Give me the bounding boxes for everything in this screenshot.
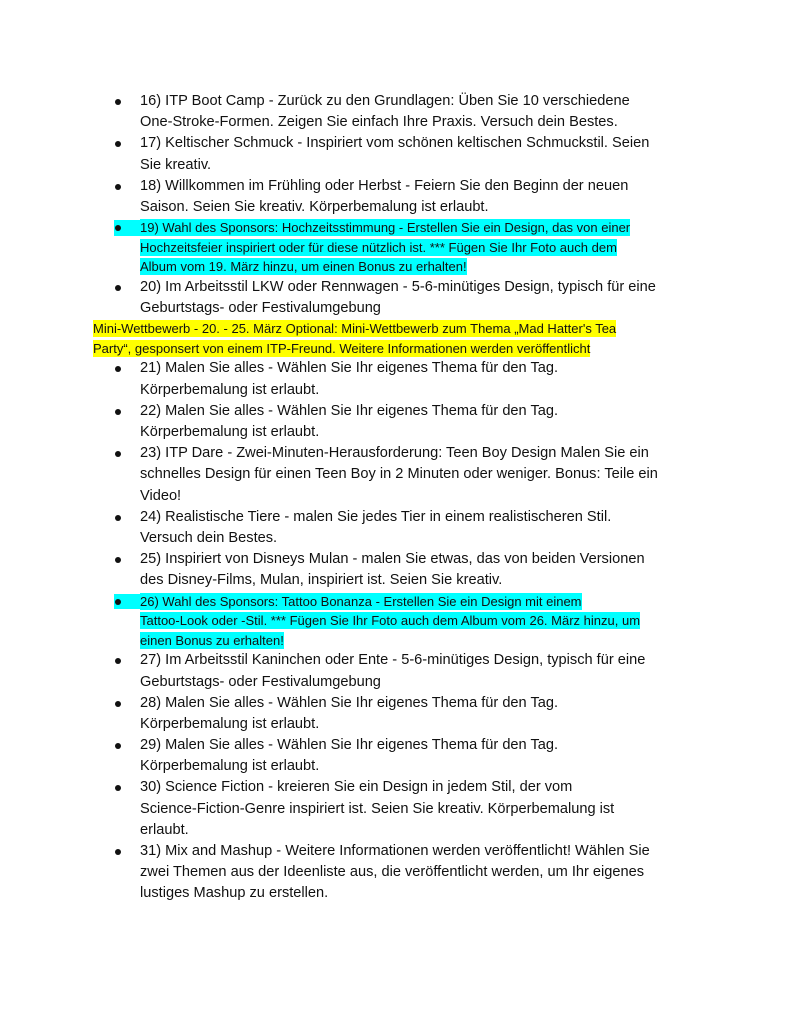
highlighted-text: 26) Wahl des Sponsors: Tattoo Bonanza - Erstellen Sie ein Design mit einem (140, 593, 582, 609)
bullet-icon (114, 507, 140, 528)
list-item (0, 841, 791, 905)
bullet-icon (114, 693, 140, 714)
bullet-icon (114, 443, 140, 464)
list-item-line: Körperbemalung ist erlaubt. (140, 715, 320, 732)
bullet-icon (114, 735, 140, 756)
bullet-icon (114, 176, 140, 197)
list-item-line (0, 611, 791, 631)
bullet-icon (114, 841, 140, 862)
bullet-icon (114, 650, 140, 671)
list-item-line: zwei Themen aus der Ideenliste aus, die veröffentlicht werden, um Ihr eigenes (140, 864, 645, 881)
list-item-line: Saison. Seien Sie kreativ. Körperbemalung ist erlaubt. (140, 198, 489, 215)
highlighted-text: 19) Wahl des Sponsors: Hochzeitsstimmung - Erstellen Sie ein Design, das von einer (140, 220, 631, 236)
highlighted-text: Hochzeitsfeier inspiriert oder für diese nützlich ist. *** Fügen Sie Ihr Foto auch dem (140, 239, 617, 255)
bullet-list-a (0, 91, 791, 319)
bullet-icon (114, 549, 140, 570)
mini-contest-paragraph (0, 319, 791, 358)
list-item-line (0, 257, 791, 277)
list-item (0, 507, 791, 549)
list-item-line: 30) Science Fiction - kreieren Sie ein Design in jedem Stil, der vom (140, 779, 573, 796)
list-item-line: 28) Malen Sie alles - Wählen Sie Ihr eigenes Thema für den Tag. (140, 694, 559, 711)
bullet-icon (114, 218, 140, 238)
list-item-line: Geburtstags- oder Festivalumgebung (140, 300, 381, 317)
list-item-line: 16) ITP Boot Camp - Zurück zu den Grundlagen: Üben Sie 10 verschiedene (140, 93, 630, 109)
list-item (0, 443, 791, 507)
list-item-line: Science-Fiction-Genre inspiriert ist. Seien Sie kreativ. Körperbemalung ist (140, 800, 615, 817)
bullet-icon (114, 592, 140, 612)
bullet-icon (114, 401, 140, 422)
list-item-line: Körperbemalung ist erlaubt. (140, 758, 320, 775)
list-item-line: 22) Malen Sie alles - Wählen Sie Ihr eigenes Thema für den Tag. (140, 402, 559, 419)
bullet-icon (114, 91, 140, 112)
list-item-highlighted (0, 218, 791, 277)
bullet-icon (114, 277, 140, 298)
list-item-line (0, 238, 791, 258)
list-item (0, 650, 791, 692)
document-content (0, 91, 791, 905)
list-item-line: 20) Im Arbeitsstil LKW oder Rennwagen - 5-6-minütiges Design, typisch für eine (140, 278, 656, 295)
list-item-line: lustiges Mashup zu erstellen. (140, 885, 329, 902)
highlighted-text: Party“, gesponsert von einem ITP-Freund. Weitere Informationen werden veröffentlicht (93, 340, 591, 356)
highlighted-text: Album vom 19. März hinzu, um einen Bonus zu erhalten! (140, 259, 467, 275)
list-item (0, 693, 791, 735)
list-item (0, 358, 791, 400)
list-item (0, 176, 791, 218)
list-item-line: 23) ITP Dare - Zwei-Minuten-Herausforderung: Teen Boy Design Malen Sie ein (140, 445, 649, 462)
list-item-line: 21) Malen Sie alles - Wählen Sie Ihr eigenes Thema für den Tag. (140, 360, 559, 377)
list-item-line: erlaubt. (140, 821, 189, 838)
bullet-icon (114, 777, 140, 798)
highlighted-text: Mini-Wettbewerb - 20. - 25. März Optional: Mini-Wettbewerb zum Thema „Mad Hatter's Tea (93, 321, 617, 337)
list-item-line: Körperbemalung ist erlaubt. (140, 381, 320, 398)
list-item-line: schnelles Design für einen Teen Boy in 2 Minuten oder weniger. Bonus: Teile ein (140, 466, 658, 483)
paragraph-line (0, 339, 791, 359)
list-item (0, 91, 791, 133)
list-item (0, 777, 791, 841)
paragraph-line (0, 319, 791, 339)
list-item-line: 29) Malen Sie alles - Wählen Sie Ihr eigenes Thema für den Tag. (140, 737, 559, 754)
highlighted-text: Tattoo-Look oder -Stil. *** Fügen Sie Ihr Foto auch dem Album vom 26. März hinzu, um (140, 613, 641, 629)
list-item-line: 27) Im Arbeitsstil Kaninchen oder Ente - 5-6-minütiges Design, typisch für eine (140, 652, 646, 669)
list-item-line: 31) Mix and Mashup - Weitere Informationen werden veröffentlicht! Wählen Sie (140, 843, 650, 859)
list-item (0, 277, 791, 319)
list-item-line: 17) Keltischer Schmuck - Inspiriert vom schönen keltischen Schmuckstil. Seien (140, 135, 650, 152)
highlighted-text: einen Bonus zu erhalten! (140, 632, 284, 648)
list-item-line: Körperbemalung ist erlaubt. (140, 424, 320, 441)
bullet-icon (114, 358, 140, 379)
list-item (0, 735, 791, 777)
list-item-line: Video! (140, 487, 182, 504)
list-item-line: Sie kreativ. (140, 156, 212, 173)
list-item-line (0, 631, 791, 651)
list-item-highlighted (0, 592, 791, 651)
list-item (0, 401, 791, 443)
list-item-line: One-Stroke-Formen. Zeigen Sie einfach Ihre Praxis. Versuch dein Bestes. (140, 114, 618, 131)
list-item-line: Geburtstags- oder Festivalumgebung (140, 673, 381, 690)
list-item-line: 24) Realistische Tiere - malen Sie jedes Tier in einem realistischeren Stil. (140, 508, 612, 525)
list-item-line: 25) Inspiriert von Disneys Mulan - malen Sie etwas, das von beiden Versionen (140, 551, 645, 568)
bullet-list-b (0, 358, 791, 904)
list-item (0, 549, 791, 591)
bullet-icon (114, 133, 140, 154)
list-item (0, 133, 791, 175)
list-item-line: des Disney-Films, Mulan, inspiriert ist. Seien Sie kreativ. (140, 572, 503, 589)
list-item-line: Versuch dein Bestes. (140, 529, 278, 546)
list-item-line: 18) Willkommen im Frühling oder Herbst - Feiern Sie den Beginn der neuen (140, 177, 629, 194)
